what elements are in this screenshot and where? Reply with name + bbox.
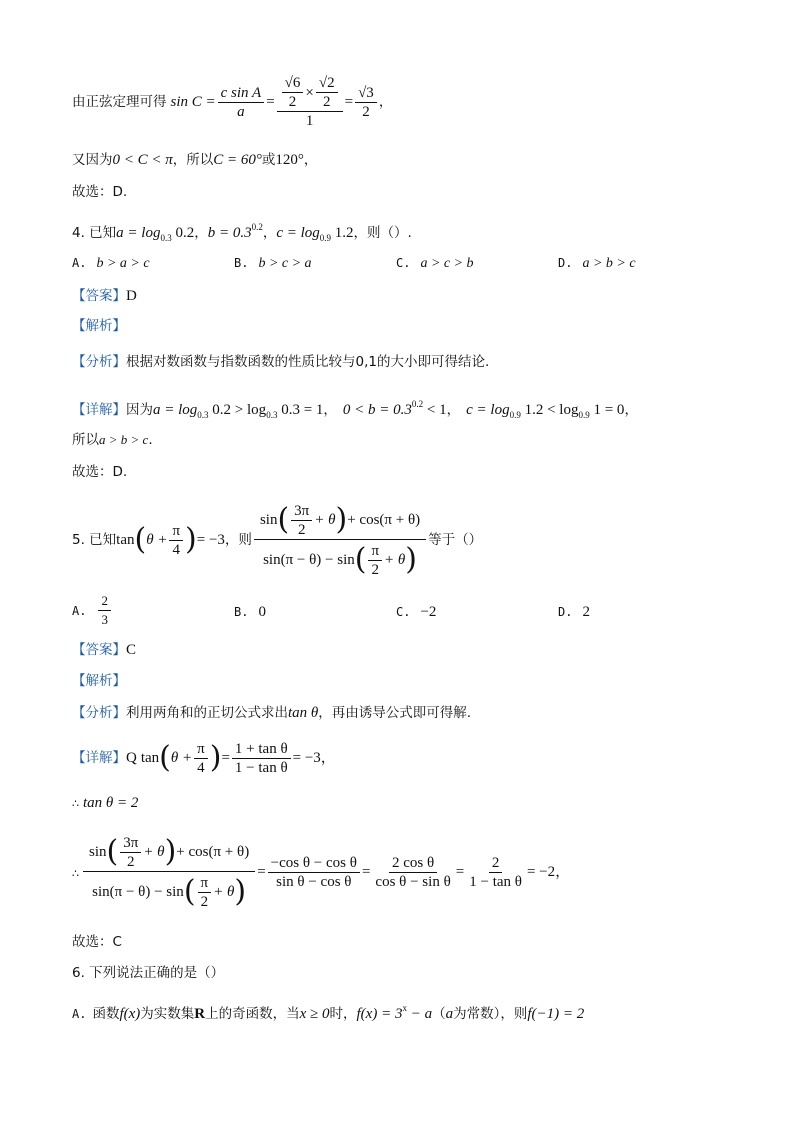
frac-sqrt2-over-2: [316, 74, 338, 111]
option-label: D.: [558, 605, 573, 619]
q4-answer: [72, 286, 137, 306]
d3-end: 1 = 0: [589, 402, 625, 418]
q4-analysis-tag: 【解析】: [72, 318, 126, 334]
d2: 0 < b = 0.3: [342, 402, 412, 418]
equals-sign: =: [361, 864, 371, 880]
choice-q3: 故选：D.: [72, 184, 128, 200]
three-pi: 3π: [120, 834, 141, 853]
sep: ，: [262, 225, 277, 241]
text: 所以: [72, 432, 99, 448]
d3-base2: 0.9: [578, 410, 590, 420]
q5-analysis-tag: 【解析】: [72, 673, 126, 689]
right-paren: ): [164, 834, 177, 869]
q4-detail: [72, 394, 638, 425]
frac-sqrt6-over-2: [282, 74, 304, 111]
option-text: b > a > c: [96, 256, 150, 271]
q4-a-base: 0.3: [160, 233, 172, 243]
frac-tan-ratio: [232, 740, 291, 777]
q5-number: 5. 已知: [72, 532, 117, 548]
exp-x: x: [402, 1003, 407, 1013]
sqrt3: √3: [355, 84, 377, 103]
q5-detail-1: [72, 736, 336, 780]
frac-step-3: [372, 854, 453, 891]
frac-csinA-over-a: [218, 84, 265, 121]
frac-denominator: a: [237, 103, 245, 120]
q4-stem-end: ，则（）.: [353, 225, 412, 241]
sqrt6: √6: [282, 74, 304, 93]
frac-pi-over-4: [194, 740, 208, 777]
sep: ，: [624, 402, 638, 418]
d2-exp: 0.2: [411, 399, 424, 409]
text: ，: [303, 152, 318, 168]
text: ，所以: [172, 152, 214, 168]
big-fraction-denominator: [86, 872, 252, 911]
q5-choice: 故选：C: [72, 934, 122, 950]
detail-tag: 【详解】: [72, 750, 126, 766]
option-label: A.: [72, 603, 87, 618]
fx-def: f(x) = 3: [356, 1006, 403, 1022]
d1-rest: 0.2 > log: [208, 402, 267, 418]
line-end-comma: ，: [378, 94, 393, 110]
right-paren: ): [209, 740, 222, 775]
d1-base2: 0.3: [266, 410, 278, 420]
q4-choice: 故选：D.: [72, 464, 128, 480]
d1-base: 0.3: [197, 410, 209, 420]
minus-a: − a: [406, 1006, 433, 1022]
frac-2-over-3: [98, 592, 111, 629]
text: 因为: [126, 402, 153, 418]
answer-value: D: [126, 288, 137, 304]
fenxi-text: ，再由诱导公式即可得解.: [318, 705, 472, 721]
option-text: 2: [582, 604, 590, 620]
two: 2: [288, 94, 297, 110]
frac-pi-over-2: [198, 874, 212, 911]
q4-b-exp: 0.2: [251, 222, 263, 232]
therefore-sign: ∴: [72, 868, 79, 880]
tan: tan: [140, 750, 160, 766]
q5-stem-end: 等于（）: [428, 532, 483, 548]
equals-sign: =: [257, 864, 266, 880]
fenxi-tag: 【分析】: [72, 354, 126, 370]
right-paren: ): [405, 542, 418, 577]
left-paren: (: [106, 834, 119, 869]
step4-num: 2: [489, 854, 503, 873]
sine-law-prefix: 由正弦定理可得: [72, 94, 167, 110]
fx: f(x): [119, 1006, 141, 1022]
text: 函数: [92, 1006, 120, 1022]
q4-a-def: a = log: [116, 225, 161, 241]
plus-cos: + cos(π + θ): [176, 844, 250, 860]
sep: ，: [446, 402, 461, 418]
r1-num: 1 + tan θ: [232, 740, 291, 759]
d3-rest: 1.2 < log: [520, 402, 579, 418]
fenxi-tag: 【分析】: [72, 705, 126, 721]
q4-option-c: [396, 256, 474, 272]
left-paren: (: [134, 522, 147, 557]
q4-c-def: c = log: [276, 225, 320, 241]
frac-pi-over-2: [368, 542, 382, 579]
text: 为常数），则: [453, 1006, 528, 1022]
text: .: [148, 432, 153, 448]
big-fraction-numerator: [254, 502, 426, 540]
left-paren: (: [277, 502, 290, 537]
den-sin: sin(π − θ) − sin: [263, 552, 355, 568]
option-text: a > c > b: [420, 256, 474, 271]
r1-end: = −3，: [292, 750, 336, 766]
frac-step-4: [466, 854, 525, 891]
sin: sin: [259, 512, 278, 528]
step3-den: cos θ − sin θ: [375, 873, 451, 890]
const-a: a: [445, 1006, 454, 1022]
q4-number: 4. 已知: [72, 225, 117, 241]
answer-tag: 【答案】: [72, 642, 126, 658]
equals-sign: =: [455, 864, 465, 880]
d3-base: 0.9: [509, 410, 521, 420]
text: 为实数集: [140, 1006, 195, 1022]
step3-num: 2 cos θ: [389, 854, 437, 873]
four: 4: [172, 541, 180, 558]
pi: π: [169, 522, 183, 541]
option-label: A.: [72, 256, 87, 270]
equals-sign: =: [266, 94, 275, 110]
q4-fenxi: [72, 352, 489, 372]
option-text: b > c > a: [258, 256, 312, 271]
r1-den: 1 − tan θ: [234, 759, 288, 776]
four: 4: [197, 759, 205, 776]
frac-sqrt3-over-2: [355, 84, 377, 121]
plus-theta: + θ: [314, 512, 336, 528]
answer-value: C: [126, 642, 137, 658]
text: （: [432, 1006, 446, 1022]
pi: π: [368, 542, 382, 561]
tan-result: tan θ = 2: [83, 795, 139, 811]
q5-answer: [72, 640, 136, 660]
line-angle-range: [72, 150, 317, 170]
d1: a = log: [153, 402, 198, 418]
right-paren: ): [234, 874, 247, 909]
option-label: C.: [396, 256, 411, 270]
q4-c-base: 0.9: [319, 233, 332, 243]
equals-sign: =: [221, 750, 230, 766]
fenxi-tan: tan θ: [288, 705, 319, 721]
x-cond: x ≥ 0: [299, 1006, 330, 1022]
text: 上的奇函数，当: [205, 1006, 300, 1022]
step4-den: 1 − tan θ: [469, 873, 522, 890]
detail-tag: 【详解】: [72, 402, 126, 418]
frac-numerator: c sin A: [218, 84, 265, 103]
frac-compound-denominator: 1: [305, 113, 314, 129]
two: 2: [322, 94, 331, 110]
big-fraction: [83, 834, 255, 911]
so-expr: a > b > c: [99, 432, 149, 447]
theta-plus: θ +: [170, 750, 193, 766]
d1-end: 0.3 = 1: [277, 402, 324, 418]
q5-option-a: [72, 592, 113, 629]
step2-num: −cos θ − cos θ: [268, 854, 360, 873]
times-sign: ×: [305, 84, 314, 101]
three-pi: 3π: [291, 502, 312, 521]
three: 3: [101, 612, 108, 627]
plus-theta: + θ: [384, 552, 406, 568]
left-paren: (: [183, 874, 196, 909]
plus-theta: + θ: [213, 884, 235, 900]
d2-end: < 1: [423, 402, 447, 418]
q-mark: Q: [126, 750, 137, 766]
big-fraction: [254, 502, 426, 579]
plus-theta: + θ: [143, 844, 165, 860]
frac-3pi-over-2: [120, 834, 141, 871]
angle-condition: 0 < C < π: [112, 152, 173, 168]
q4-option-b: [234, 256, 312, 272]
equals-sign: =: [344, 94, 354, 110]
frac-3pi-over-2: [291, 502, 312, 539]
q4-c-val: 1.2: [331, 225, 354, 241]
sin: sin: [89, 844, 107, 860]
question-5-stem: [72, 500, 482, 580]
angle-result-2: 120°: [275, 152, 304, 168]
two: 2: [297, 521, 306, 538]
option-label: A.: [72, 1007, 87, 1021]
fenxi-text: 根据对数函数与指数函数的性质比较与0,1的大小即可得结论.: [126, 354, 490, 370]
sqrt2: √2: [316, 74, 338, 93]
two: 2: [127, 853, 135, 870]
question-4-stem: [72, 217, 412, 248]
q5-detail-3: [72, 832, 570, 912]
q5-option-d: [558, 604, 590, 621]
step2-den: sin θ − cos θ: [276, 873, 352, 890]
two: 2: [371, 561, 379, 578]
option-text: −2: [420, 604, 437, 620]
right-paren: ): [185, 522, 197, 557]
q4-a-val: 0.2: [171, 225, 195, 241]
fenxi-text: 利用两角和的正切公式求出: [126, 705, 288, 721]
option-label: B.: [234, 605, 249, 619]
right-paren: ): [335, 502, 348, 537]
q4-so: [72, 430, 153, 450]
option-text: 0: [258, 604, 266, 620]
big-fraction-numerator: [83, 834, 255, 872]
d3: c = log: [466, 402, 510, 418]
pi: π: [194, 740, 208, 759]
two: 2: [200, 893, 209, 910]
left-paren: (: [354, 542, 367, 577]
eq-neg3: = −3: [196, 532, 225, 548]
sinc-lhs: sin C =: [170, 94, 216, 110]
option-label: B.: [234, 256, 249, 270]
q4-b-def: b = 0.3: [207, 225, 252, 241]
f-neg1: f(−1) = 2: [527, 1006, 585, 1022]
den-sin: sin(π − θ) − sin: [92, 884, 184, 900]
question-6-stem: 6. 下列说法正确的是（）: [72, 965, 225, 981]
text: 时，: [329, 1006, 357, 1022]
sep: ，: [194, 225, 208, 241]
frac-compound-numerator: [277, 74, 343, 112]
two: 2: [362, 103, 370, 120]
frac-step-2: [268, 854, 360, 891]
r2-end: = −2，: [526, 864, 571, 880]
q5-option-c: [396, 604, 436, 621]
angle-result: C = 60°: [213, 152, 262, 168]
option-label: C.: [396, 605, 411, 619]
frac-pi-over-4: [169, 522, 183, 559]
text: ，则: [224, 532, 252, 548]
option-text: a > b > c: [582, 256, 636, 271]
text: 或: [261, 152, 276, 168]
line-sine-law: [72, 72, 392, 132]
text: 又因为: [72, 152, 113, 168]
two: 2: [98, 592, 111, 611]
answer-tag: 【答案】: [72, 288, 126, 304]
plus-cos: + cos(π + θ): [347, 512, 421, 528]
q4-option-a: [72, 256, 150, 272]
q5-option-b: [234, 604, 266, 621]
tan: tan: [116, 532, 135, 548]
real-set: R: [194, 1006, 206, 1022]
pi: π: [198, 874, 212, 893]
q4-option-d: [558, 256, 636, 272]
sep: ，: [323, 402, 337, 418]
frac-compound: [277, 74, 343, 130]
q6-option-a: [72, 998, 584, 1024]
theta-plus: θ +: [146, 532, 168, 548]
therefore-sign: ∴: [72, 798, 79, 810]
option-label: D.: [558, 256, 573, 270]
q5-detail-2: [72, 793, 138, 814]
left-paren: (: [159, 740, 171, 775]
big-fraction-denominator: [257, 540, 423, 579]
q5-fenxi: [72, 703, 471, 723]
